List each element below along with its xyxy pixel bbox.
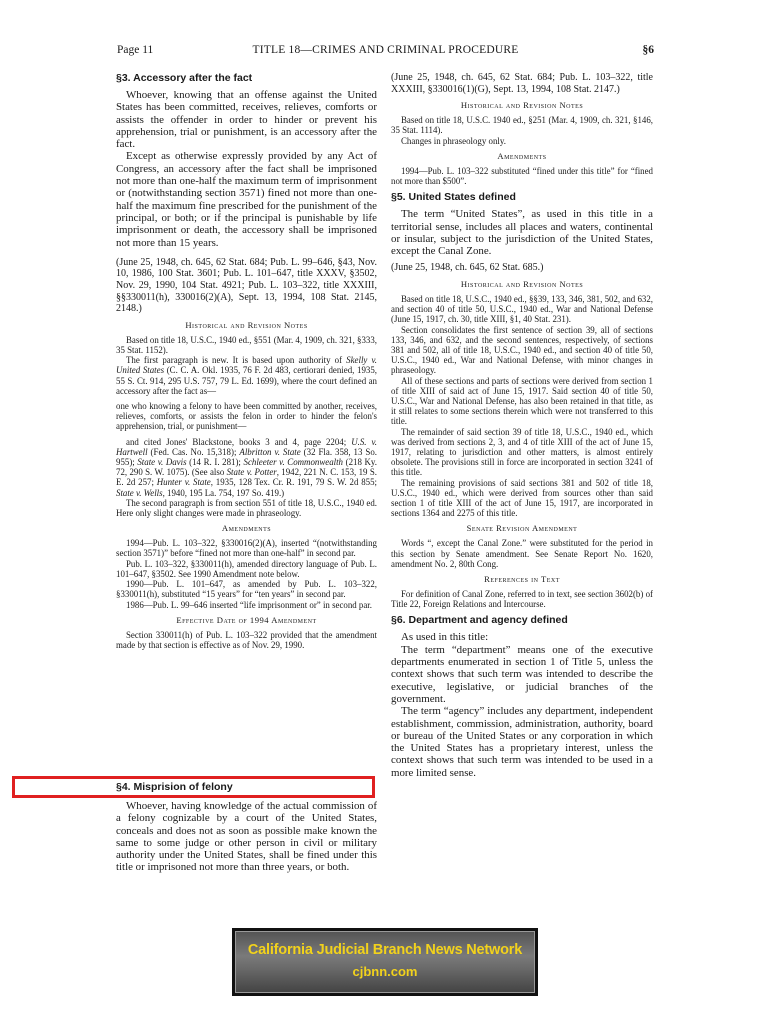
right-column <box>391 72 653 779</box>
section-3-para-1: Whoever, knowing that an offense against the United States has been committed, receives, relieves, comforts or assists the offender in order to hinder or prevent his apprehension, trial or punishment, is an accessory after the fact. <box>116 89 377 151</box>
left-column <box>116 72 377 650</box>
note-paragraph: Section consolidates the first sentence of section 39, all of sections 133, 346, and 632, and the second sentences, respectively, of sections 381 and 502, all of title 18, U.S.C., 1940 ed., and section 40 of title 50, U.S.C., 1940 ed., War and National Defense, with minor changes in phraseology. <box>391 324 653 376</box>
note-paragraph: The second paragraph is from section 551 of title 18, U.S.C., 1940 ed. Here only slight changes were made in phraseology. <box>116 497 377 519</box>
news-network-banner <box>232 928 538 996</box>
section-5-historical-heading: Historical and Revision Notes <box>460 278 584 289</box>
note-paragraph: 1990—Pub. L. 101–647, as amended by Pub. L. 103–322, §330011(h), substituted “15 years” for “ten years” in second par. <box>116 579 377 600</box>
note-paragraph: The first paragraph is new. It is based upon authority of Skelly v. United States (C. C. A. Okl. 1935, 76 F. 2d 483, certiorari denied, 1935, 55 S. Ct. 914, 295 U.S. 757, 79 L. Ed. 1699), where the court defined an accessory after the fact as— <box>116 355 377 396</box>
note-paragraph: Changes in phraseology only. <box>401 135 506 146</box>
section-4-citation: (June 25, 1948, ch. 645, 62 Stat. 684; Pub. L. 103–322, title XXXIII, §330016(1)(G), Sept. 13, 1994, 108 Stat. 2147.) <box>391 72 653 95</box>
note-paragraph: The remaining provisions of said sections 381 and 502 of title 18, U.S.C., 1940 ed., which were derived from sources other than said section 1 of title XIII of the act of June 15, 1917, are incorporated in sections 1364 and 2275 of this title. <box>391 477 653 519</box>
note-paragraph: and cited Jones' Blackstone, books 3 and 4, page 2204; U.S. v. Hartwell (Fed. Cas. No. 15,318); Albritton v. State (32 Fla. 358, 13 So. 955); State v. Davis (14 R. I. 281); Schleeter v. Commonwealth (218 Ky. 72, 290 S. W. 1075). (See also State v. Potter, 1942, 221 N. C. 153, 19 S. E. 2d 257; Hunter v. State, 1935, 128 Tex. Cr. R. 191, 79 S. W. 2d 855; State v. Wells, 1940, 195 La. 754, 197 So. 419.) <box>116 436 378 498</box>
note-paragraph: Pub. L. 103–322, §330011(h), amended directory language of Pub. L. 101–647, §3502. See 1990 Amendment note below. <box>116 558 377 579</box>
note-paragraph: All of these sections and parts of sections were derived from section 1 of title XIII of said act of June 15, 1917. Said section 40 of title 50, U.S.C., War and National Defense, has also been retained in that title, as it still relates to some sections therein which were not transferred to this title. <box>391 375 653 427</box>
section-4-historical-heading: Historical and Revision Notes <box>460 100 584 111</box>
section-5-para-1: The term “United States”, as used in this title in a territorial sense, includes all places and waters, continental or insular, subject to the jurisdiction of the United States, except the Canal Zone. <box>391 208 653 258</box>
running-head <box>117 44 654 62</box>
section-3-historical-notes <box>116 335 377 518</box>
section-6-para-1: As used in this title: <box>401 631 489 644</box>
section-6-para-3: The term “agency” includes any department, independent establishment, commission, administration, authority, board or bureau of the United States or any corporation in which the United States has a proprietary interest, unless the context shows that such term was intended to be used in a more limited sense. <box>391 705 653 779</box>
note-paragraph: The remainder of said section 39 of title 18, U.S.C., 1940 ed., which was derived from sections 2, 3, and 4 of title XIII of the act of June 15, 1917, relating to jurisdiction and other matters, is almost entirely obsolete. The provisions still in force are incorporated in section 3241 of this title. <box>391 426 653 478</box>
section-3-effective-date-heading: Effective Date of 1994 Amendment <box>176 614 317 625</box>
title-heading: TITLE 18—CRIMES AND CRIMINAL PROCEDURE <box>252 44 519 56</box>
section-6-para-2: The term “department” means one of the executive departments enumerated in section 1 of Title 5, unless the context shows that such term was intended to describe the executive, legislative, or judicial branches of the government. <box>391 643 653 705</box>
note-paragraph: 1986—Pub. L. 99–646 inserted “life imprisonment or” in second par. <box>126 599 372 610</box>
note-paragraph: 1994—Pub. L. 103–322, §330016(2)(A), inserted “(notwithstanding section 3571)” before “fined not more than one-half” in second par. <box>116 538 377 559</box>
section-3-amendments <box>116 538 377 609</box>
section-5-heading: §5. United States defined <box>391 191 516 204</box>
note-paragraph: 1994—Pub. L. 103–322 substituted “fined under this title” for “fined not more than $500”. <box>391 165 653 186</box>
section-3-amendments-heading: Amendments <box>221 523 272 534</box>
section-6-heading: §6. Department and agency defined <box>391 614 568 627</box>
section-4-text <box>116 800 377 874</box>
section-4-amendments-heading: Amendments <box>497 150 547 161</box>
section-5-references-heading: References in Text <box>484 574 560 585</box>
section-4-heading: §4. Misprision of felony <box>116 781 233 793</box>
block-quote: one who knowing a felony to have been committed by another, receives, relieves, comforts, or assists the felon in order to hinder the felon's apprehension, trial, or punishment— <box>116 401 377 432</box>
section-marker: §6 <box>642 44 654 56</box>
section-5-citation: (June 25, 1948, ch. 645, 62 Stat. 685.) <box>391 262 544 274</box>
page-number: Page 11 <box>117 44 154 56</box>
section-3-text <box>116 89 377 249</box>
banner-title: California Judicial Branch News Network <box>247 942 523 958</box>
section-3-para-2: Except as otherwise expressly provided by any Act of Congress, an accessory after the fact shall be imprisoned not more than one-half the maximum term of imprisonment or (notwithstanding section 3571) fined not more than one-half the maximum fine prescribed for the punishment of the principal, or both; or if the principal is punishable by life imprisonment or death, the accessory shall be imprisoned not more than 15 years. <box>116 150 377 249</box>
note-paragraph: Section 330011(h) of Pub. L. 103–322 provided that the amendment made by that section is effective as of Nov. 29, 1990. <box>116 629 377 650</box>
note-paragraph: Based on title 18, U.S.C., 1940 ed., §551 (Mar. 4, 1909, ch. 321, §333, 35 Stat. 1152). <box>116 334 377 356</box>
section-3-citation: (June 25, 1948, ch. 645, 62 Stat. 684; Pub. L. 99–646, §43, Nov. 10, 1986, 100 Stat. 3601; Pub. L. 101–647, title XXXV, §3502, Nov. 29, 1990, 104 Stat. 4921; Pub. L. 103–322, title XXXIII, §§330011(h), 330016(2)(A), Sept. 13, 1994, 108 Stat. 2145, 2148.) <box>116 256 377 315</box>
note-paragraph: Based on title 18, U.S.C., 1940 ed., §§39, 133, 346, 381, 502, and 632, and section 40 of title 50, U.S.C., 1940 ed., War and National Defense (June 15, 1917, ch. 30, title XIII, §1, 40 Stat. 231). <box>391 293 653 325</box>
note-paragraph: Based on title 18, U.S.C. 1940 ed., §251 (Mar. 4, 1909, ch. 321, §146, 35 Stat. 1114). <box>391 115 653 136</box>
banner-url: cjbnn.com <box>352 964 418 979</box>
section-3-heading: §3. Accessory after the fact <box>116 72 253 84</box>
note-paragraph: Words “, except the Canal Zone.” were substituted for the period in this section by Senate amendment. See Senate Report No. 1620, amendment No. 2, 80th Cong. <box>391 538 653 569</box>
section-5-senate-heading: Senate Revision Amendment <box>466 523 578 534</box>
section-4-para-1: Whoever, having knowledge of the actual commission of a felony cognizable by a court of the United States, conceals and does not as soon as possible make known the same to some judge or other person in civil or military authority under the United States, shall be fined under this title or imprisoned not more than three years, or both. <box>116 800 377 874</box>
section-3-historical-heading: Historical and Revision Notes <box>185 319 308 330</box>
note-paragraph: For definition of Canal Zone, referred to in text, see section 3602(b) of Title 22, Foreign Relations and Intercourse. <box>391 589 653 610</box>
